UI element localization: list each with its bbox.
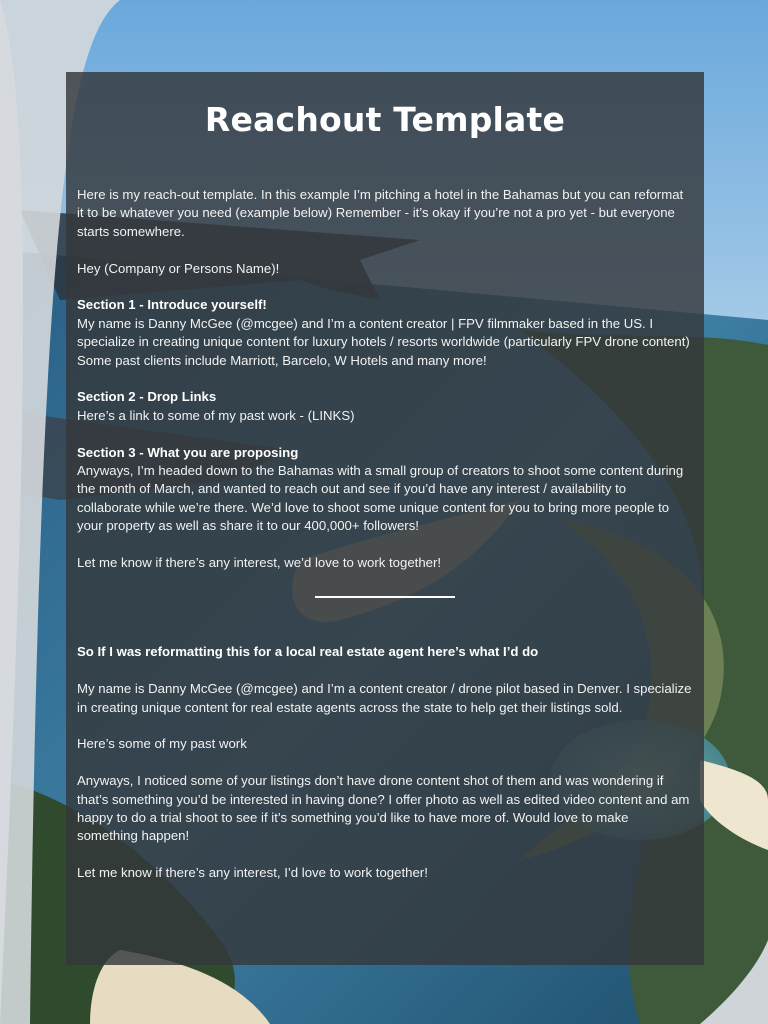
template-body (77, 186, 692, 901)
page-title: Reachout Template (204, 100, 566, 139)
greeting-line: Hey (Company or Persons Name)! (77, 260, 280, 276)
example-heading (77, 643, 692, 661)
section-3 (77, 444, 692, 536)
example-paragraph-1: My name is Danny McGee (@mcgee) and I’m a content creator / drone pilot based in Denver. I specialize in creating unique content for real estate agents across the state to help get their listings sold. (77, 681, 692, 715)
section-1-heading: Section 1 - Introduce yourself! (77, 297, 267, 313)
section-3-heading: Section 3 - What you are proposing (77, 444, 299, 460)
intro-paragraph: Here is my reach-out template. In this example I’m pitching a hotel in the Bahamas but you can reformat it to be whatever you need (example below) Remember - it’s okay if you’re not a pro yet - but everyone starts somewhere. (77, 187, 684, 239)
section-2-heading: Section 2 - Drop Links (77, 389, 217, 405)
section-3-text: Anyways, I’m headed down to the Bahamas with a small group of creators to shoot some content during the month of March, and wanted to reach out and see if you’d have any interest / availability to collaborate while we’re there. We’d love to shoot some unique content for you to bring more people to your property as well as share it to our 400,000+ followers! (77, 463, 684, 534)
closing-line: Let me know if there’s any interest, we’d love to work together! (77, 555, 442, 571)
section-2-text: Here’s a link to some of my past work - (LINKS) (77, 407, 355, 423)
example-heading-text: So If I was reformatting this for a local real estate agent here’s what I’d do (77, 644, 539, 660)
template-card (66, 72, 704, 965)
section-2 (77, 388, 692, 425)
divider (315, 596, 455, 598)
section-1 (77, 296, 692, 370)
section-1-text: My name is Danny McGee (@mcgee) and I’m a content creator | FPV filmmaker based in the US. I specialize in creating unique content for luxury hotels / resorts worldwide (particularly FPV drone content) Some past clients include Marriott, Barcelo, W Hotels and many more! (77, 315, 690, 368)
example-paragraph-4: Let me know if there’s any interest, I’d love to work together! (77, 865, 428, 881)
example-paragraph-3: Anyways, I noticed some of your listings don’t have drone content shot of them and was wondering if that’s something you’d be interested in having done? I offer photo as well as edited video content and am happy to do a trial shoot to see if it’s something you’d like to have more of. Would love to make something happen! (77, 773, 690, 844)
example-paragraph-2: Here’s some of my past work (77, 736, 247, 752)
